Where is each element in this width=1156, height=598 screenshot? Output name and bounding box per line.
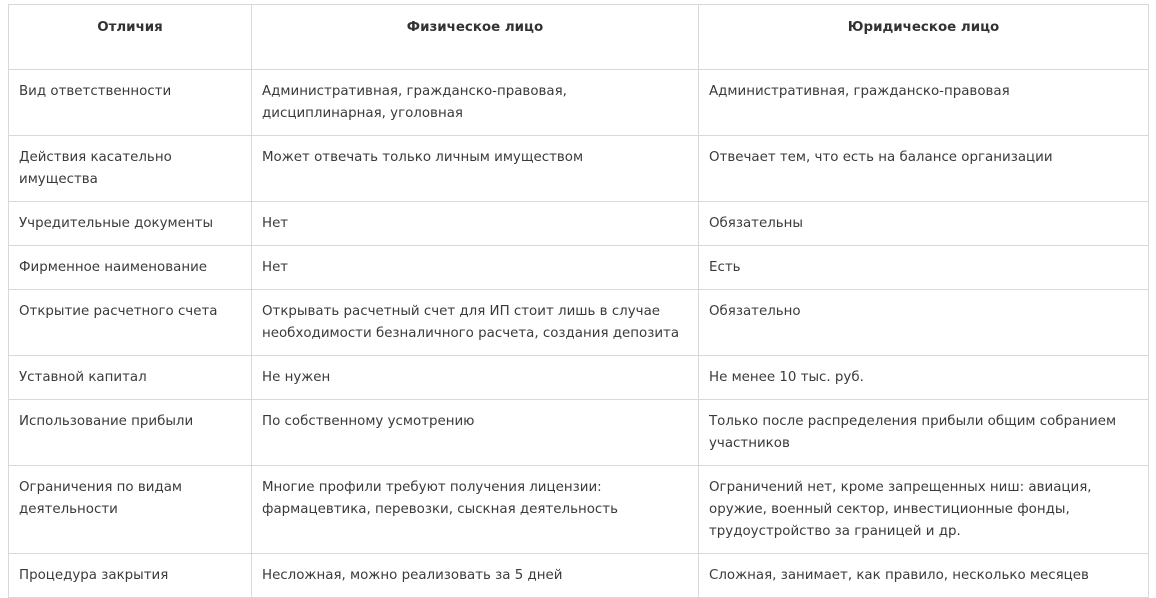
individual-cell: По собственному усмотрению: [252, 400, 699, 466]
table-row: [9, 70, 1149, 136]
legal-entity-cell: Отвечает тем, что есть на балансе организации: [699, 136, 1149, 202]
individual-cell: Открывать расчетный счет для ИП стоит лишь в случае необходимости безналичного расчета, создания депозита: [252, 290, 699, 356]
legal-entity-cell: Есть: [699, 246, 1149, 290]
individual-cell: Нет: [252, 202, 699, 246]
header-individual: Физическое лицо: [252, 5, 699, 70]
row-label: Уставной капитал: [9, 356, 252, 400]
table-row: [9, 290, 1149, 356]
legal-entity-cell: Обязательны: [699, 202, 1149, 246]
individual-cell: Не нужен: [252, 356, 699, 400]
header-legal-entity: Юридическое лицо: [699, 5, 1149, 70]
legal-entity-cell: Только после распределения прибыли общим собранием участников: [699, 400, 1149, 466]
table-row: [9, 246, 1149, 290]
individual-cell: Нет: [252, 246, 699, 290]
row-label: Вид ответственности: [9, 70, 252, 136]
header-row: [9, 5, 1149, 70]
legal-entity-cell: Обязательно: [699, 290, 1149, 356]
row-label: Использование прибыли: [9, 400, 252, 466]
individual-cell: Несложная, можно реализовать за 5 дней: [252, 554, 699, 598]
individual-cell: Административная, гражданско-правовая, дисциплинарная, уголовная: [252, 70, 699, 136]
header-differences: Отличия: [9, 5, 252, 70]
row-label: Учредительные документы: [9, 202, 252, 246]
row-label: Открытие расчетного счета: [9, 290, 252, 356]
table-body: [9, 70, 1149, 598]
row-label: Процедура закрытия: [9, 554, 252, 598]
comparison-table: [8, 4, 1149, 598]
individual-cell: Многие профили требуют получения лицензии: фармацевтика, перевозки, сыскная деятельность: [252, 466, 699, 554]
table-row: [9, 466, 1149, 554]
individual-cell: Может отвечать только личным имуществом: [252, 136, 699, 202]
legal-entity-cell: Административная, гражданско-правовая: [699, 70, 1149, 136]
table-row: [9, 202, 1149, 246]
table-row: [9, 400, 1149, 466]
legal-entity-cell: Не менее 10 тыс. руб.: [699, 356, 1149, 400]
legal-entity-cell: Сложная, занимает, как правило, несколько месяцев: [699, 554, 1149, 598]
row-label: Ограничения по видам деятельности: [9, 466, 252, 554]
row-label: Действия касательно имущества: [9, 136, 252, 202]
table-header: [9, 5, 1149, 70]
row-label: Фирменное наименование: [9, 246, 252, 290]
table-row: [9, 356, 1149, 400]
legal-entity-cell: Ограничений нет, кроме запрещенных ниш: авиация, оружие, военный сектор, инвестиционные фонды, трудоустройство за границей и др.: [699, 466, 1149, 554]
table-row: [9, 136, 1149, 202]
